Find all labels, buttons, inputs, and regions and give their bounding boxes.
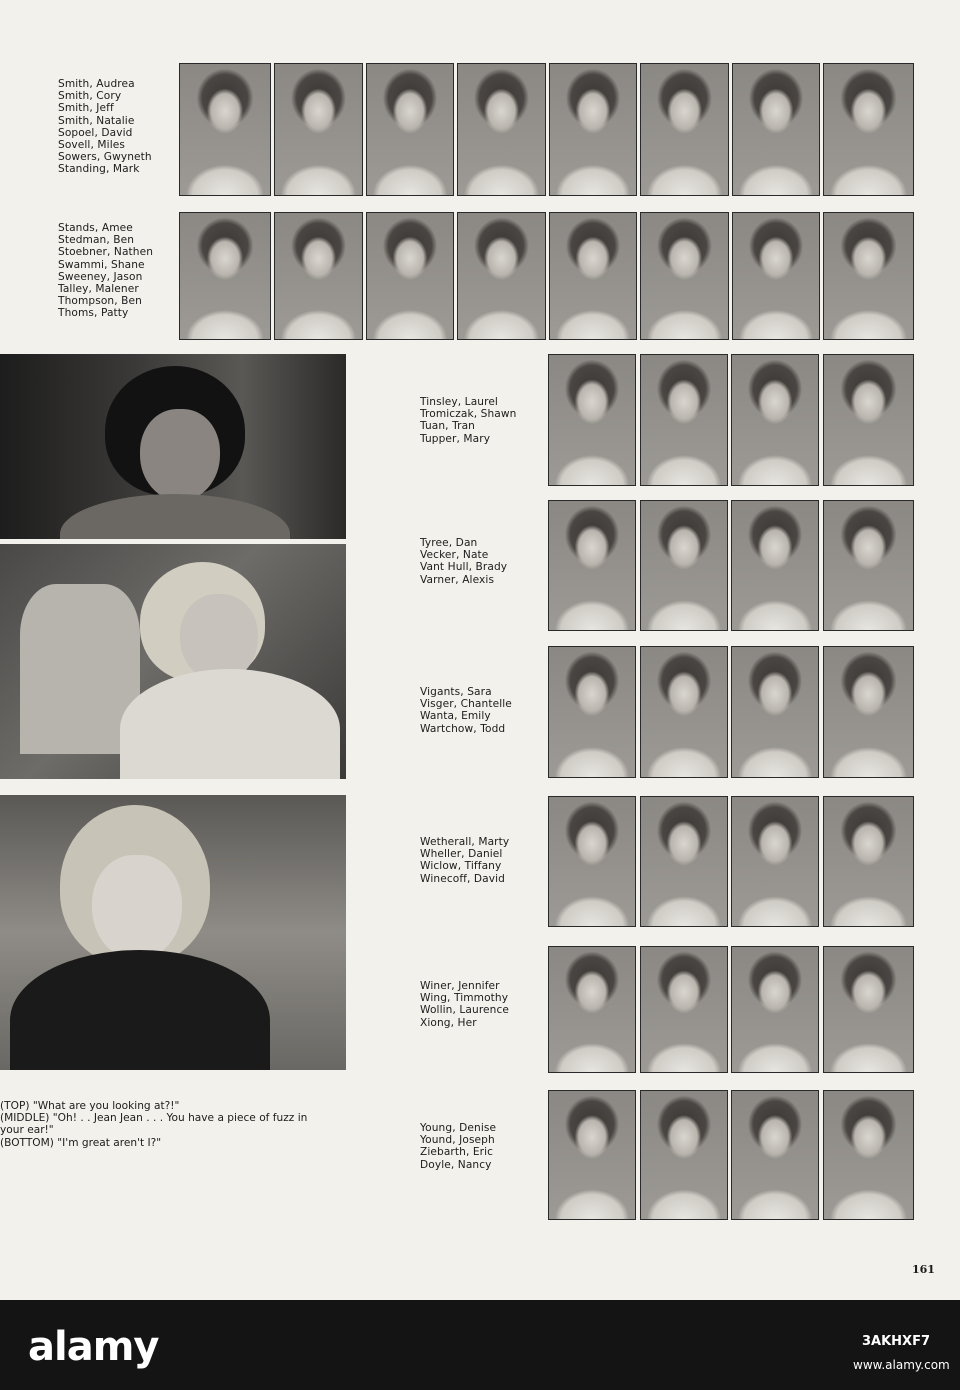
alamy-logo: alamy (28, 1324, 159, 1370)
student-name: Wiclow, Tiffany (420, 860, 502, 873)
name-list (420, 1122, 496, 1171)
student-name: Thompson, Ben (58, 295, 142, 308)
name-list (420, 686, 512, 735)
student-name: Winecoff, David (420, 872, 506, 885)
student-portrait (823, 796, 914, 927)
student-portrait (823, 500, 914, 631)
student-portrait (640, 63, 729, 196)
name-list (420, 836, 509, 885)
student-name: Winer, Jennifer (420, 980, 500, 992)
student-name: Sovell, Miles (58, 139, 125, 152)
student-name: Doyle, Nancy (420, 1158, 492, 1171)
student-portrait (549, 212, 637, 340)
student-name: Tyree, Dan (420, 537, 478, 549)
student-portrait (457, 63, 546, 196)
student-portrait (640, 946, 728, 1073)
student-portrait (179, 63, 271, 196)
caption-line: your ear!" (0, 1124, 54, 1137)
student-name: Vant Hull, Brady (420, 561, 508, 574)
student-portrait (731, 946, 819, 1073)
student-portrait (457, 212, 546, 340)
student-portrait (731, 500, 819, 631)
student-name: Smith, Natalie (58, 114, 135, 127)
student-portrait (548, 1090, 636, 1220)
student-portrait (823, 354, 914, 486)
student-portrait (823, 212, 914, 340)
student-name: Swammi, Shane (58, 258, 145, 271)
student-portrait (640, 500, 728, 631)
name-list (420, 396, 516, 445)
student-name: Tinsley, Laurel (420, 396, 498, 408)
caption-line: (BOTTOM) "I'm great aren't I?" (0, 1136, 162, 1149)
candid-photo-bottom (0, 795, 346, 1070)
student-portrait (823, 646, 914, 778)
student-portrait (640, 796, 728, 927)
student-name: Xiong, Her (420, 1016, 477, 1029)
student-portrait (366, 212, 454, 340)
name-list (58, 78, 152, 176)
student-name: Talley, Malener (58, 283, 139, 296)
student-portrait (548, 354, 636, 486)
student-portrait (640, 646, 728, 778)
student-portrait (731, 354, 819, 486)
student-name: Ziebarth, Eric (420, 1146, 494, 1159)
student-portrait (732, 63, 820, 196)
student-name: Yound, Joseph (420, 1134, 495, 1147)
student-portrait (823, 1090, 914, 1220)
candid-photo-middle (0, 544, 346, 779)
student-name: Sowers, Gwyneth (58, 151, 152, 164)
student-name: Vigants, Sara (420, 686, 492, 698)
student-portrait (548, 646, 636, 778)
student-portrait (548, 796, 636, 927)
student-name: Sweeney, Jason (58, 270, 143, 283)
watermark-footer (0, 1300, 960, 1390)
student-portrait (823, 63, 914, 196)
student-name: Vecker, Nate (420, 549, 489, 562)
student-name: Wollin, Laurence (420, 1004, 510, 1017)
student-portrait (640, 212, 729, 340)
student-name: Stedman, Ben (58, 234, 135, 247)
student-portrait (366, 63, 454, 196)
student-name: Smith, Cory (58, 90, 122, 103)
student-name: Wanta, Emily (420, 710, 491, 723)
name-list (420, 537, 507, 586)
student-name: Smith, Jeff (58, 102, 114, 115)
student-portrait (548, 946, 636, 1073)
name-list (58, 222, 153, 320)
student-name: Tupper, Mary (420, 432, 491, 445)
caption-line: (MIDDLE) "Oh! . . Jean Jean . . . You have a piece of fuzz in (0, 1112, 308, 1125)
image-id: 3AKHXF7 (862, 1334, 931, 1349)
name-list (420, 980, 509, 1029)
student-name: Wartchow, Todd (420, 722, 506, 735)
student-name: Thoms, Patty (58, 307, 129, 320)
footer-url: www.alamy.com (853, 1358, 950, 1372)
student-portrait (179, 212, 271, 340)
student-name: Tromiczak, Shawn (420, 408, 517, 421)
student-portrait (274, 63, 363, 196)
student-portrait (640, 1090, 728, 1220)
student-name: Visger, Chantelle (420, 698, 512, 711)
student-name: Wing, Timmothy (420, 992, 509, 1005)
student-portrait (823, 946, 914, 1073)
candid-photo-top (0, 354, 346, 539)
student-name: Wheller, Daniel (420, 848, 503, 861)
student-portrait (640, 354, 728, 486)
student-portrait (731, 646, 819, 778)
caption-line: (TOP) "What are you looking at?!" (0, 1100, 180, 1112)
student-name: Sopoel, David (58, 126, 133, 139)
student-name: Varner, Alexis (420, 573, 495, 586)
student-portrait (549, 63, 637, 196)
student-portrait (548, 500, 636, 631)
student-name: Smith, Audrea (58, 78, 135, 90)
student-name: Stoebner, Nathen (58, 246, 154, 259)
student-portrait (731, 1090, 819, 1220)
student-portrait (274, 212, 363, 340)
student-name: Wetherall, Marty (420, 836, 510, 848)
page-number: 161 (912, 1263, 935, 1276)
student-name: Standing, Mark (58, 163, 140, 176)
photo-captions (0, 1100, 360, 1149)
student-portrait (731, 796, 819, 927)
student-name: Stands, Amee (58, 222, 133, 234)
student-name: Young, Denise (420, 1122, 497, 1134)
student-portrait (732, 212, 820, 340)
student-name: Tuan, Tran (420, 420, 475, 433)
